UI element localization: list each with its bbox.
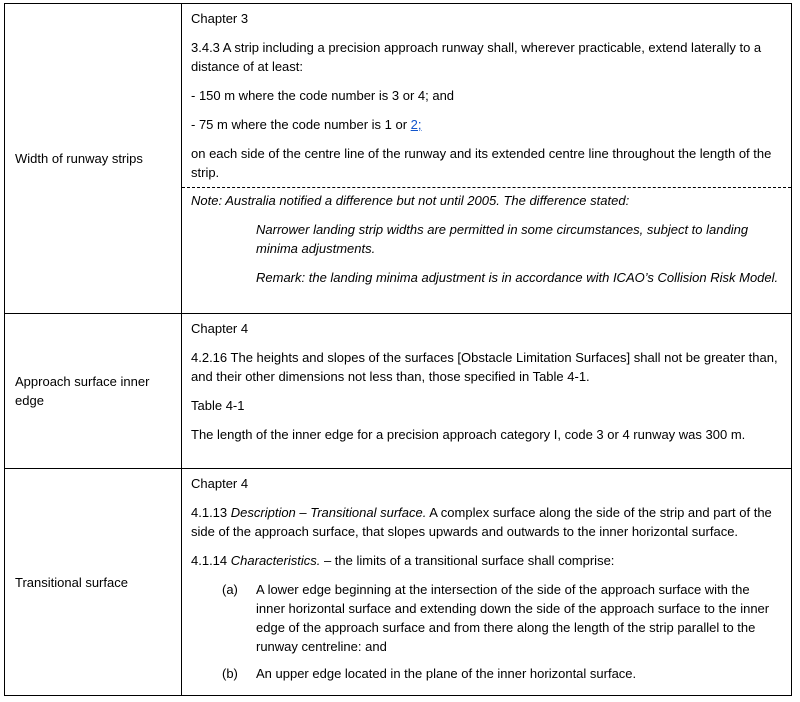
paragraph-3-4-3: 3.4.3 A strip including a precision approach runway shall, wherever practicable, extend laterally to a distance of at least: [191,40,762,74]
clause-number: 4.1.14 [191,553,231,568]
chapter-heading: Chapter 3 [191,11,249,26]
paragraph-4-1-13 [191,503,781,541]
paragraph-4-2-16: 4.2.16 The heights and slopes of the surfaces [Obstacle Limitation Surfaces] shall not be greater than, and their other dimensions not less than, those specified in Table 4-1. [191,350,778,384]
row-label-text: Approach surface inner edge [15,374,150,408]
bullet-75m-text: - 75 m where the code number is 1 or [191,117,411,132]
quote-remark: Remark: the landing minima adjustment is in accordance with ICAO’s Collision Risk Model. [256,270,779,285]
list-text: A lower edge beginning at the intersection of the side of the approach surface with the inner horizontal surface and extending down the side of the approach surface to the inner edge of the approach surface and from there along the length of the strip parallel to the runway centreline: and [256,582,770,654]
chapter-heading: Chapter 4 [191,476,249,491]
list-item [191,580,781,656]
table-row-approach-surface [4,313,792,469]
difference-note [182,187,791,297]
row-label [5,314,182,468]
clause-title: Characteristics. [230,553,321,568]
list-item [191,664,781,683]
list-marker: (b) [222,666,238,681]
chapter-heading: Chapter 4 [191,321,249,336]
bullet-150m: - 150 m where the code number is 3 or 4; and [191,88,455,103]
footnote-link[interactable]: 2; [410,117,422,132]
table-row-transitional-surface [4,468,792,696]
list-text: An upper edge located in the plane of the inner horizontal surface. [256,666,637,681]
row-label [5,4,182,313]
list-marker: (a) [222,582,238,597]
table-reference: Table 4-1 [191,398,245,413]
quote-narrower-strips: Narrower landing strip widths are permitted in some circumstances, subject to landing minima adjustments. [256,222,749,256]
row-label [5,469,182,695]
clause-body: A complex surface along the side of the strip and part of the side of the approach surface, that slopes upwards and outwards to the inner horizontal surface. [191,505,772,539]
comparison-table [4,3,792,696]
clause-body: – the limits of a transitional surface shall comprise: [320,553,615,568]
row-content [182,469,791,695]
clause-title: Description – Transitional surface. [230,505,427,520]
clause-number: 4.1.13 [191,505,231,520]
paragraph-inner-edge: The length of the inner edge for a precision approach category I, code 3 or 4 runway was 300 m. [191,427,746,442]
paragraph-4-1-14 [191,551,781,570]
bullet-75m [191,115,781,134]
row-label-text: Transitional surface [15,574,128,590]
row-label-text: Width of runway strips [15,151,143,166]
note-text: Note: Australia notified a difference but not until 2005. The difference stated: [191,193,630,208]
row-content [182,314,791,468]
paragraph-strip-extent: on each side of the centre line of the runway and its extended centre line throughout the length of the strip. [191,146,772,180]
table-row-runway-strips [4,3,792,314]
